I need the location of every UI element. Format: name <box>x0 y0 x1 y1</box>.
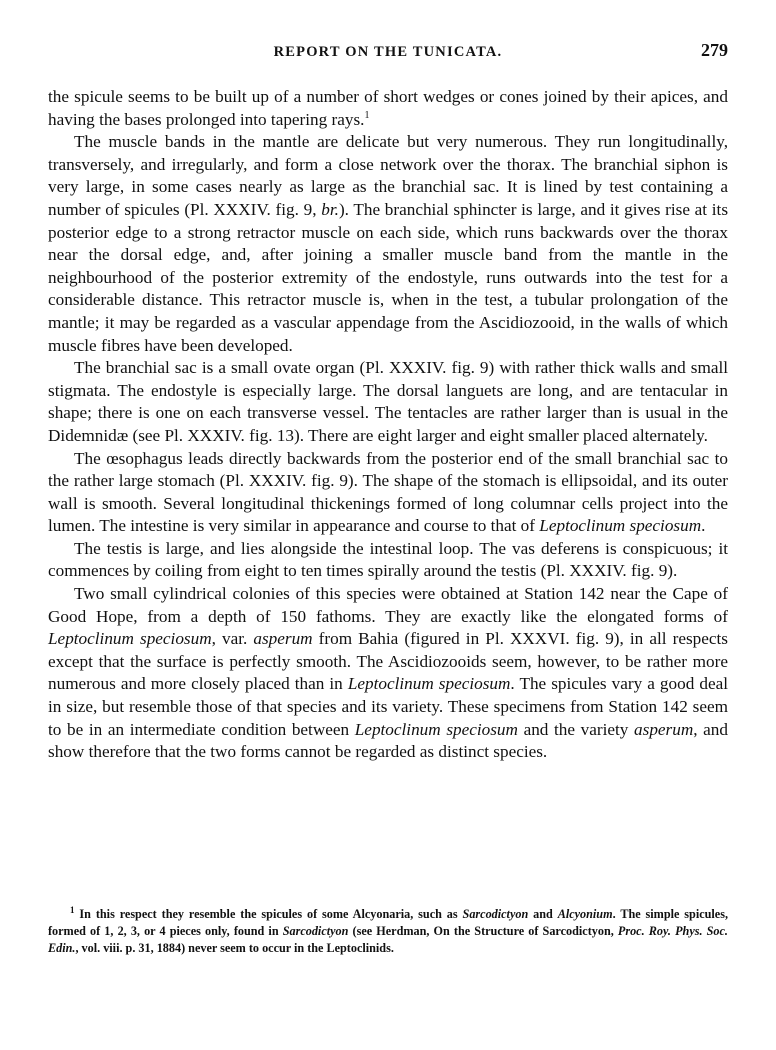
paragraph-spicule-continuation <box>48 86 728 131</box>
species-name: Leptoclinum speciosum <box>354 719 518 739</box>
footnote-reference: 1 <box>364 109 370 121</box>
paragraph-text: The branchial sac is a small ovate organ (Pl. XXXIV. fig. 9) with rather thick walls and small stigmata. The endostyle is especially large. The dorsal languets are long, and are tentacular in shape; there is one on each transverse vessel. The tentacles are rather larger than is usual in the Didemnidæ (see Pl. XXXIV. fig. 13). There are eight larger and eight smaller placed alternately. <box>48 358 728 445</box>
paragraph-text: and the variety <box>517 719 635 739</box>
paragraph-text: the spicule seems to be built up of a number of short wedges or cones joined by their apices, and having the bases prolonged into tapering rays. <box>48 87 728 129</box>
footnote <box>48 906 728 957</box>
footnote-text: (see Herdman, On the Structure of Sarcodictyon, <box>348 924 618 938</box>
paragraph-colonies <box>48 583 728 764</box>
species-name: Leptoclinum speciosum <box>539 516 702 536</box>
body-text <box>48 86 728 764</box>
paragraph-text: ). The branchial sphincter is large, and it gives rise at its posterior edge to a strong retractor muscle on each side, which runs backwards over the thorax near the dorsal edge, and, after joining a smaller muscle band from the mantle in the neighbourhood of the posterior extremity of the endostyle, runs outwards into the test for a considerable distance. This retractor muscle is, when in the test, a tubular prolongation of the mantle; it may be regarded as a vascular appendage from the Ascidiozooid, in the walls of which muscle fibres have been developed. <box>48 199 729 355</box>
paragraph-text: The testis is large, and lies alongside the intestinal loop. The vas deferens is conspicuous; it commences by coiling from eight to ten times spirally around the testis (Pl. XXXIV. fig. 9). <box>48 538 728 581</box>
paragraph-muscle-bands <box>48 131 728 357</box>
running-head: REPORT ON THE TUNICATA. <box>273 44 503 60</box>
paragraph-text: The muscle bands in the mantle are delicate but very numerous. They run longitudinally, transversely, and irregularly, and form a close network over the thorax. The branchial siphon is very large, in some cases nearly as large as the branchial sac. It is lined by test containing a number of spicules (Pl. XXXIV. fig. 9, <box>48 132 728 219</box>
paragraph-branchial-sac <box>48 357 728 447</box>
journal-title: Proc. Roy. Phys. Soc. Edin. <box>48 924 728 955</box>
footnote-marker: 1 <box>70 905 75 915</box>
footnote-text: In this respect they resemble the spicules of some Alcyonaria, such as <box>74 907 463 921</box>
paragraph-text: , and show therefore that the two forms cannot be regarded as distinct species. <box>48 719 728 762</box>
paragraph-text: . The spicules vary a good deal in size, but resemble those of that species and its variety. These specimens from Station 142 seem to be in an intermediate condition between <box>48 674 728 739</box>
paragraph-testis <box>48 538 728 583</box>
paragraph-text: , var. <box>211 629 254 649</box>
footnote-text: . The simple spicules, formed of 1, 2, 3, or 4 pieces only, found in <box>48 907 728 938</box>
genus-name: Sarcodictyon <box>462 907 529 921</box>
paragraph-text: Two small cylindrical colonies of this species were obtained at Station 142 near the Cape of Good Hope, from a depth of 150 fathoms. They are exactly like the elongated forms of <box>48 584 728 626</box>
page-number: 279 <box>701 40 728 60</box>
footnote-text: , vol. viii. p. 31, 1884) never seem to occur in the Leptoclinids. <box>75 941 394 955</box>
variety-name: asperum <box>253 629 313 649</box>
species-name: Leptoclinum speciosum <box>48 629 212 649</box>
paragraph-text: The œsophagus leads directly backwards from the posterior end of the small branchial sac to the rather large stomach (Pl. XXXIV. fig. 9). The shape of the stomach is ellipsoidal, and its outer wall is smooth. Several longitudinal thickenings formed of long columnar cells project into the lumen. The intestine is very similar in appearance and course to that of <box>48 448 728 536</box>
genus-name: Alcyonium <box>557 907 613 921</box>
footnote-text: and <box>528 907 558 921</box>
figure-label: br. <box>321 199 339 219</box>
variety-name: asperum <box>634 719 694 739</box>
paragraph-text: . <box>701 516 706 536</box>
page-header <box>48 40 728 66</box>
species-name: Leptoclinum speciosum <box>347 674 511 694</box>
paragraph-oesophagus <box>48 448 728 538</box>
paragraph-text: from Bahia (figured in Pl. XXXVI. fig. 9), in all respects except that the surface is perfectly smooth. The Ascidiozooids seem, however, to be rather more numerous and more closely placed than in <box>48 629 728 694</box>
genus-name: Sarcodictyon <box>282 924 349 938</box>
